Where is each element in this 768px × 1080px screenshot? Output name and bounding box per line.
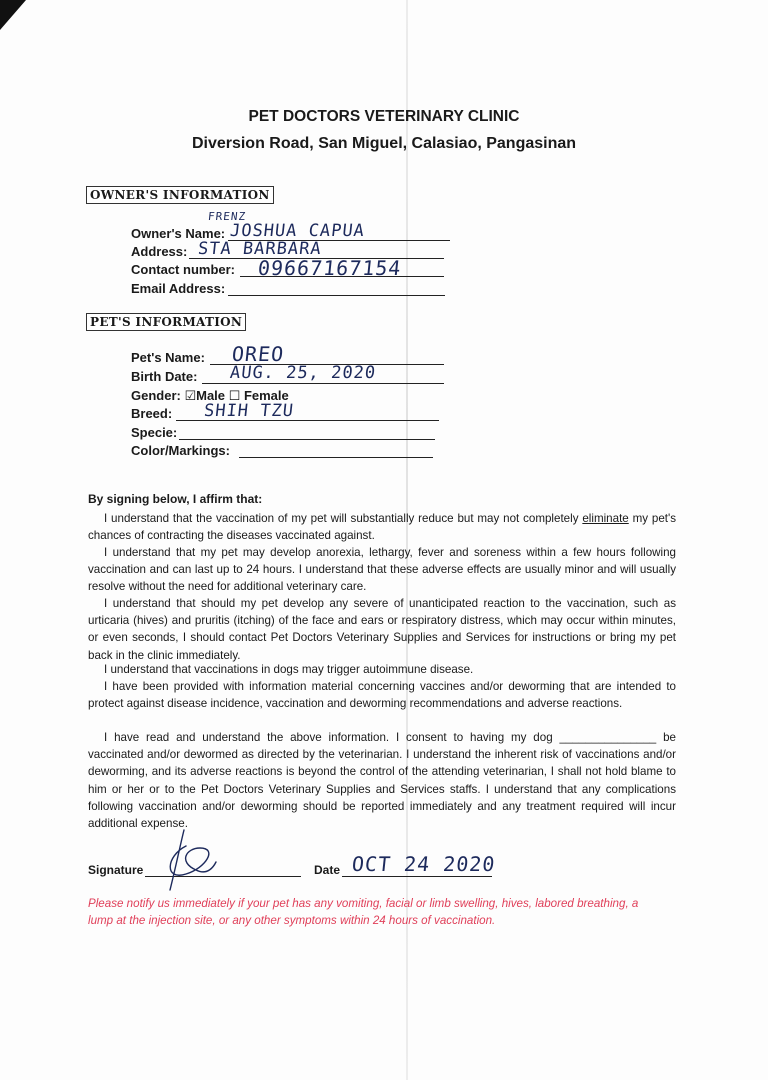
date-value[interactable]: OCT 24 2020 (350, 852, 497, 876)
email-label: Email Address: (131, 281, 226, 296)
male-label: Male (196, 388, 226, 403)
gender-label: Gender: (131, 388, 181, 403)
color-markings-label: Color/Markings: (131, 443, 230, 458)
owner-section-title: OWNER'S INFORMATION (86, 186, 274, 204)
signature-label: Signature (88, 863, 144, 877)
breed-label: Breed: (131, 406, 173, 421)
female-checkbox[interactable]: ☐ (228, 388, 241, 403)
specie-label: Specie: (131, 425, 178, 440)
affirmation-paragraph-4: I understand that vaccinations in dogs may trigger autoimmune disease. (104, 663, 474, 676)
signature-mark[interactable] (156, 826, 226, 896)
date-line (342, 876, 492, 877)
affirmation-paragraph-6: I have read and understand the above information. I consent to having my dog _______________ be vaccinated and/or dewormed as directed by the veterinarian. I understand the inherent risk of vaccinations and/or deworming, and its adverse reactions is beyond the control of the attending veterinarian, I shall not hold blame to him or her or to the Pet Doctors Veterinary Supplies and Services staffs. I understand that any complications following vaccination and/or deworming should be reported immediately and any treatment required will incur additional expense. (88, 731, 676, 831)
scan-corner-mark (0, 0, 26, 30)
female-label: Female (243, 388, 289, 403)
specie-line (179, 439, 435, 440)
contact-value[interactable]: 09667167154 (256, 256, 403, 280)
owner-name-extra: FRENZ (207, 210, 247, 223)
affirmation-paragraph-3: I understand that should my pet develop any severe of unanticipated reaction to the vaccination, such as urticaria (hives) and pruritis (itching) of the face and ears or respiratory distress, which may occur within minutes, or even seconds, I should contact Pet Doctors Veterinary Supplies and Services for instructions or bring my pet back in the clinic immediately. (88, 597, 676, 662)
owner-name-value[interactable]: JOSHUA CAPUA (228, 221, 366, 241)
contact-label: Contact number: (131, 262, 235, 277)
owner-name-label: Owner's Name: (131, 226, 226, 241)
affirmation-title: By signing below, I affirm that: (88, 492, 263, 506)
pet-name-label: Pet's Name: (131, 350, 205, 365)
birth-date-line (202, 383, 444, 384)
pet-name-value[interactable]: OREO (230, 342, 286, 366)
color-markings-line (239, 457, 433, 458)
email-line (228, 295, 445, 296)
date-label: Date (314, 863, 341, 877)
pet-section-title: PET'S INFORMATION (86, 313, 246, 331)
birth-date-value[interactable]: AUG. 25, 2020 (228, 363, 378, 383)
clinic-name: PET DOCTORS VETERINARY CLINIC (248, 108, 520, 125)
affirmation-paragraph-5: I have been provided with information material concerning vaccines and/or deworming that are intended to protect against disease incidence, vaccination and deworming recommendations and adverse reactions. (88, 680, 676, 711)
clinic-address: Diversion Road, San Miguel, Calasiao, Pangasinan (191, 135, 577, 152)
male-checkbox[interactable]: ☑ (184, 388, 197, 403)
address-label: Address: (131, 244, 188, 259)
affirmation-paragraph-1: I understand that the vaccination of my pet will substantially reduce but may not completely eliminate my pet's chances of contracting the diseases vaccinated against. (88, 512, 676, 543)
breed-value[interactable]: SHIH TZU (202, 401, 295, 421)
birth-date-label: Birth Date: (131, 369, 198, 384)
affirmation-paragraph-2: I understand that my pet may develop anorexia, lethargy, fever and soreness within a few hours following vaccination and can last up to 24 hours. I understand that these adverse effects are usually minor and will usually resolve without the need for additional veterinary care. (88, 546, 676, 594)
dog-name-blank[interactable]: _______________ (559, 731, 657, 744)
notice-text: Please notify us immediately if your pet has any vomiting, facial or limb swelling, hives, labored breathing, a lump at the injection site, or any other symptoms within 24 hours of vaccination. (88, 897, 639, 927)
address-value[interactable]: STA BARBARA (196, 239, 323, 259)
